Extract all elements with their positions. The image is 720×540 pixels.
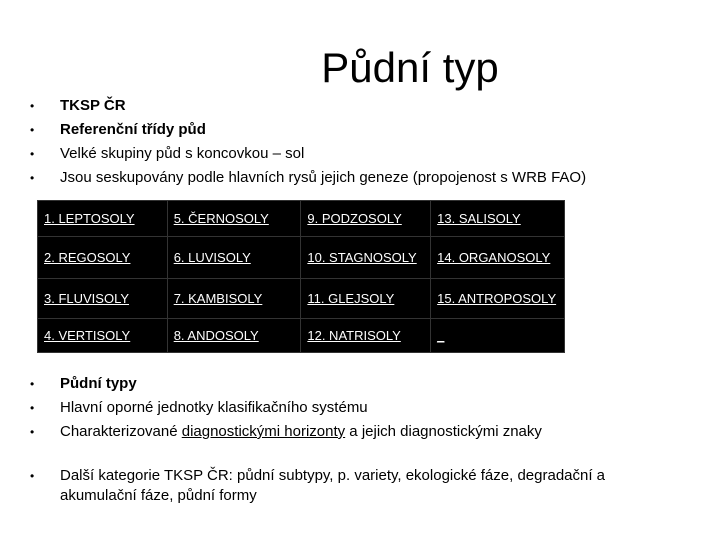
table-cell-link[interactable]: 7. KAMBISOLY bbox=[167, 279, 301, 319]
slide-title: Půdní typ bbox=[321, 44, 499, 91]
bullet-item bbox=[30, 396, 542, 420]
table-cell-link[interactable]: 11. GLEJSOLY bbox=[301, 279, 431, 319]
table-cell-link[interactable]: 13. SALISOLY bbox=[431, 201, 565, 237]
table-cell-link[interactable]: 1. LEPTOSOLY bbox=[38, 201, 168, 237]
table-cell-link[interactable]: _ bbox=[431, 319, 565, 353]
table-row bbox=[38, 279, 565, 319]
bullet-item bbox=[30, 466, 670, 506]
bullet-text: Půdní typy bbox=[60, 375, 137, 392]
table-cell-link[interactable]: 2. REGOSOLY bbox=[38, 237, 168, 279]
table-cell-link[interactable]: 10. STAGNOSOLY bbox=[301, 237, 431, 279]
bullet-item bbox=[30, 118, 586, 142]
table-cell-link[interactable]: 4. VERTISOLY bbox=[38, 319, 168, 353]
soil-types-table bbox=[37, 200, 565, 353]
bullet-text: Charakterizované bbox=[60, 423, 182, 440]
bullet-dot: • bbox=[30, 99, 35, 113]
bullet-item bbox=[30, 94, 586, 118]
intro-bullet-list bbox=[30, 94, 586, 190]
table-cell-link[interactable]: 12. NATRISOLY bbox=[301, 319, 431, 353]
table-cell-link[interactable]: 8. ANDOSOLY bbox=[167, 319, 301, 353]
bullet-item bbox=[30, 142, 586, 166]
bullet-dot: • bbox=[30, 401, 35, 415]
bullet-dot: • bbox=[30, 171, 35, 185]
bullet-item bbox=[30, 420, 542, 444]
table-row bbox=[38, 201, 565, 237]
bullet-dot: • bbox=[30, 123, 35, 137]
bullet-text: Další kategorie TKSP ČR: půdní subtypy, p. variety, ekologické fáze, degradační a akumulační fáze, půdní formy bbox=[60, 467, 606, 504]
bullet-item bbox=[30, 166, 586, 190]
bullet-text: Velké skupiny půd s koncovkou – sol bbox=[60, 145, 305, 162]
table-cell-link[interactable]: 3. FLUVISOLY bbox=[38, 279, 168, 319]
types-bullet-list bbox=[30, 372, 542, 444]
table-cell-link[interactable]: 5. ČERNOSOLY bbox=[167, 201, 301, 237]
bullet-dot: • bbox=[30, 425, 35, 439]
bullet-text: a jejich diagnostickými znaky bbox=[345, 423, 542, 440]
categories-bullet-list bbox=[30, 466, 670, 506]
bullet-item bbox=[30, 372, 542, 396]
bullet-text: Hlavní oporné jednotky klasifikačního systému bbox=[60, 399, 368, 416]
diagnostic-horizons-link[interactable]: diagnostickými horizonty bbox=[181, 423, 346, 440]
bullet-text: Jsou seskupovány podle hlavních rysů jejich geneze (propojenost s WRB FAO) bbox=[60, 169, 587, 186]
table-cell-link[interactable]: 14. ORGANOSOLY bbox=[431, 237, 565, 279]
table-cell-link[interactable]: 6. LUVISOLY bbox=[167, 237, 301, 279]
table-row bbox=[38, 237, 565, 279]
bullet-dot: • bbox=[30, 377, 35, 391]
table-cell-link[interactable]: 9. PODZOSOLY bbox=[301, 201, 431, 237]
bullet-text: Referenční třídy půd bbox=[60, 121, 206, 138]
table-row bbox=[38, 319, 565, 353]
bullet-dot: • bbox=[30, 469, 35, 483]
bullet-dot: • bbox=[30, 147, 35, 161]
table-cell-link[interactable]: 15. ANTROPOSOLY bbox=[431, 279, 565, 319]
bullet-text: TKSP ČR bbox=[60, 97, 126, 114]
